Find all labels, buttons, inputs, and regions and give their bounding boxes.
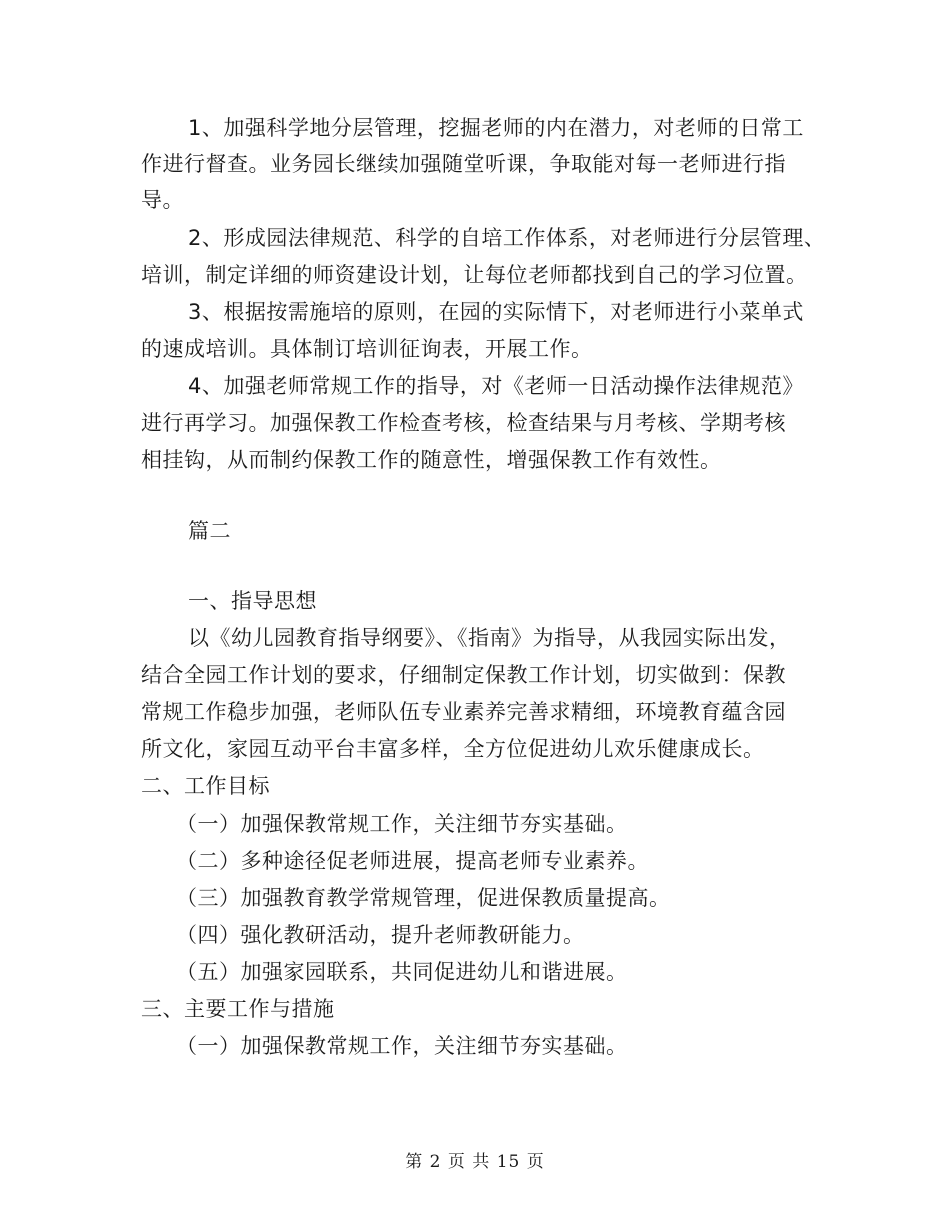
paragraph-line: 3、根据按需施培的原则，在园的实际情下，对老师进行小菜单式 xyxy=(188,300,804,324)
paragraph-line: 所文化，家园互动平台丰富多样，全方位促进幼儿欢乐健康成长。 xyxy=(141,737,765,761)
paragraph-line: 1、加强科学地分层管理，挖掘老师的内在潜力，对老师的日常工 xyxy=(188,116,804,140)
list-item: （五）加强家园联系，共同促进幼儿和谐进展。 xyxy=(176,960,628,984)
section-heading: 三、主要工作与措施 xyxy=(141,997,335,1021)
paragraph-line: 进行再学习。加强保教工作检查考核，检查结果与月考核、学期考核 xyxy=(141,411,786,435)
paragraph-line: 相挂钩，从而制约保教工作的随意性，增强保教工作有效性。 xyxy=(141,448,722,472)
list-item: （一）加强保教常规工作，关注细节夯实基础。 xyxy=(176,812,628,836)
paragraph-line: 结合全园工作计划的要求，仔细制定保教工作计划，切实做到：保教 xyxy=(141,663,786,687)
section-heading: 二、工作目标 xyxy=(141,774,270,798)
paragraph-line: 以《幼儿园教育指导纲要》、《指南》为指导，从我园实际出发， xyxy=(188,626,791,650)
list-item: （二）多种途径促老师进展，提高老师专业素养。 xyxy=(176,849,649,873)
section-heading: 篇二 xyxy=(188,519,231,543)
paragraph-line: 2、形成园法律规范、科学的自培工作体系，对老师进行分层管理、 xyxy=(188,226,826,250)
list-item: （三）加强教育教学常规管理，促进保教质量提高。 xyxy=(176,886,671,910)
list-item: （四）强化教研活动，提升老师教研能力。 xyxy=(176,923,585,947)
paragraph-line: 作进行督查。业务园长继续加强随堂听课，争取能对每一老师进行指 xyxy=(141,152,786,176)
paragraph-line: 常规工作稳步加强，老师队伍专业素养完善求精细，环境教育蕴含园 xyxy=(141,700,786,724)
list-item: （一）加强保教常规工作，关注细节夯实基础。 xyxy=(176,1034,628,1058)
paragraph-line: 培训，制定详细的师资建设计划，让每位老师都找到自己的学习位置。 xyxy=(141,263,808,287)
page-number-footer: 第 2 页 共 15 页 xyxy=(405,1152,545,1172)
paragraph-line: 导。 xyxy=(141,188,184,212)
section-heading: 一、指导思想 xyxy=(188,589,317,613)
paragraph-line: 4、加强老师常规工作的指导，对《老师一日活动操作法律规范》 xyxy=(188,374,804,398)
paragraph-line: 的速成培训。具体制订培训征询表，开展工作。 xyxy=(141,337,593,361)
